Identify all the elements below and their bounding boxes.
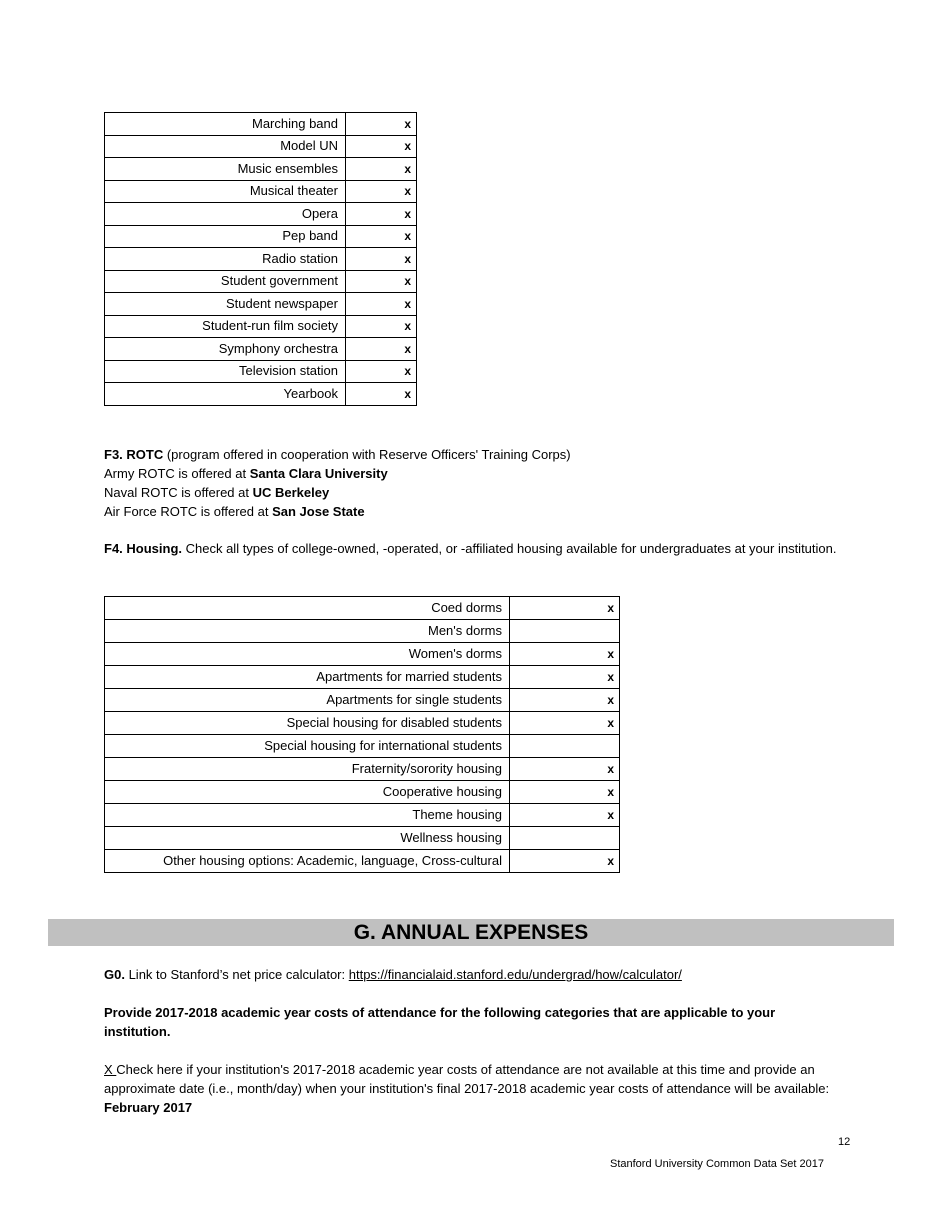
page-number: 12 <box>838 1136 851 1148</box>
activity-row-label: Symphony orchestra <box>105 338 346 361</box>
activity-row-label: Pep band <box>105 225 346 248</box>
activity-row <box>105 158 417 181</box>
housing-row <box>105 620 620 643</box>
housing-row <box>105 804 620 827</box>
housing-row-checkmark: x <box>510 666 620 689</box>
housing-row-checkmark: x <box>510 758 620 781</box>
housing-row-label: Women's dorms <box>105 643 510 666</box>
f3-heading-line <box>104 445 844 464</box>
airforce-rotc-prefix: Air Force ROTC is offered at <box>104 504 273 519</box>
activity-row-label: Radio station <box>105 248 346 271</box>
army-rotc-prefix: Army ROTC is offered at <box>104 466 250 481</box>
f3-intro: (program offered in cooperation with Reserve Officers' Training Corps) <box>163 447 571 462</box>
activity-row-checkmark: x <box>346 158 417 181</box>
housing-row-checkmark: x <box>510 850 620 873</box>
housing-row <box>105 643 620 666</box>
housing-row-checkmark: x <box>510 643 620 666</box>
activity-row-checkmark: x <box>346 360 417 383</box>
g0-heading: G0. <box>104 967 125 982</box>
activity-row-label: Television station <box>105 360 346 383</box>
housing-row <box>105 597 620 620</box>
f3-rotc-section <box>104 445 844 521</box>
activity-row <box>105 270 417 293</box>
activity-row <box>105 135 417 158</box>
army-rotc-line <box>104 464 844 483</box>
activity-row-checkmark: x <box>346 203 417 226</box>
housing-row-label: Special housing for international students <box>105 735 510 758</box>
activity-row <box>105 203 417 226</box>
housing-row-label: Coed dorms <box>105 597 510 620</box>
activity-row-checkmark: x <box>346 180 417 203</box>
activity-row <box>105 293 417 316</box>
net-price-calculator-link[interactable]: https://financialaid.stanford.edu/undergrad/how/calculator/ <box>348 967 682 982</box>
housing-row-checkmark <box>510 620 620 643</box>
housing-row-label: Cooperative housing <box>105 781 510 804</box>
housing-row <box>105 850 620 873</box>
provide-costs-instruction: Provide 2017-2018 academic year costs of attendance for the following categories that are applicable to your institution. <box>104 1005 776 1039</box>
housing-row <box>105 689 620 712</box>
housing-row <box>105 712 620 735</box>
housing-row-checkmark: x <box>510 597 620 620</box>
naval-rotc-school: UC Berkeley <box>252 485 330 500</box>
activity-row <box>105 113 417 136</box>
housing-table <box>104 596 620 873</box>
housing-row-label: Apartments for single students <box>105 689 510 712</box>
activity-row-checkmark: x <box>346 383 417 406</box>
g0-text: Link to Stanford’s net price calculator: <box>124 967 349 982</box>
activity-row <box>105 248 417 271</box>
activity-row-label: Marching band <box>105 113 346 136</box>
activity-row-label: Student government <box>105 270 346 293</box>
housing-row-label: Apartments for married students <box>105 666 510 689</box>
activity-row <box>105 315 417 338</box>
housing-row-checkmark: x <box>510 781 620 804</box>
housing-row-checkmark: x <box>510 712 620 735</box>
housing-row <box>105 758 620 781</box>
g0-line <box>104 965 844 984</box>
airforce-rotc-school: San Jose State <box>272 504 365 519</box>
f4-housing-section <box>104 539 844 558</box>
housing-row-label: Theme housing <box>105 804 510 827</box>
housing-row <box>105 827 620 850</box>
naval-rotc-prefix: Naval ROTC is offered at <box>104 485 253 500</box>
airforce-rotc-line <box>104 502 844 521</box>
activity-row-label: Student-run film society <box>105 315 346 338</box>
activity-row-checkmark: x <box>346 135 417 158</box>
activity-row-label: Music ensembles <box>105 158 346 181</box>
housing-row-label: Men's dorms <box>105 620 510 643</box>
activities-table <box>104 112 417 406</box>
activity-row-checkmark: x <box>346 270 417 293</box>
activity-row <box>105 383 417 406</box>
activity-row-checkmark: x <box>346 113 417 136</box>
activity-row-label: Yearbook <box>105 383 346 406</box>
costs-unavailable-checkbox[interactable]: X <box>104 1062 117 1077</box>
activity-row-checkmark: x <box>346 225 417 248</box>
housing-row-checkmark <box>510 735 620 758</box>
housing-row <box>105 666 620 689</box>
army-rotc-school: Santa Clara University <box>249 466 388 481</box>
costs-unavailable-statement <box>104 1060 844 1117</box>
activity-row <box>105 180 417 203</box>
activity-row <box>105 338 417 361</box>
f3-heading: F3. ROTC <box>104 447 164 462</box>
activity-row-label: Opera <box>105 203 346 226</box>
housing-row-checkmark: x <box>510 689 620 712</box>
activity-row <box>105 225 417 248</box>
housing-row-checkmark: x <box>510 804 620 827</box>
activity-row-checkmark: x <box>346 293 417 316</box>
footer-document-title: Stanford University Common Data Set 2017 <box>610 1158 824 1170</box>
naval-rotc-line <box>104 483 844 502</box>
activity-row-checkmark: x <box>346 338 417 361</box>
section-g-title: G. ANNUAL EXPENSES <box>48 919 894 946</box>
activity-row-checkmark: x <box>346 248 417 271</box>
housing-row-checkmark <box>510 827 620 850</box>
housing-row-label: Other housing options: Academic, language, Cross-cultural <box>105 850 510 873</box>
activity-row-label: Student newspaper <box>105 293 346 316</box>
activity-row-checkmark: x <box>346 315 417 338</box>
activity-row <box>105 360 417 383</box>
costs-available-date: February 2017 <box>104 1100 193 1115</box>
activity-row-label: Musical theater <box>105 180 346 203</box>
housing-row-label: Fraternity/sorority housing <box>105 758 510 781</box>
costs-unavailable-text: Check here if your institution's 2017-2018 academic year costs of attendance are not available at this time and provide an approximate date (i.e., month/day) when your institution's final 2017-2018 academic year costs of attendance will be available: <box>104 1062 830 1096</box>
housing-row <box>105 781 620 804</box>
housing-row-label: Special housing for disabled students <box>105 712 510 735</box>
housing-row-label: Wellness housing <box>105 827 510 850</box>
housing-row <box>105 735 620 758</box>
activity-row-label: Model UN <box>105 135 346 158</box>
f4-heading: F4. Housing. <box>104 541 182 556</box>
f4-text: Check all types of college-owned, -operated, or -affiliated housing available for undergraduates at your institution. <box>182 541 837 556</box>
